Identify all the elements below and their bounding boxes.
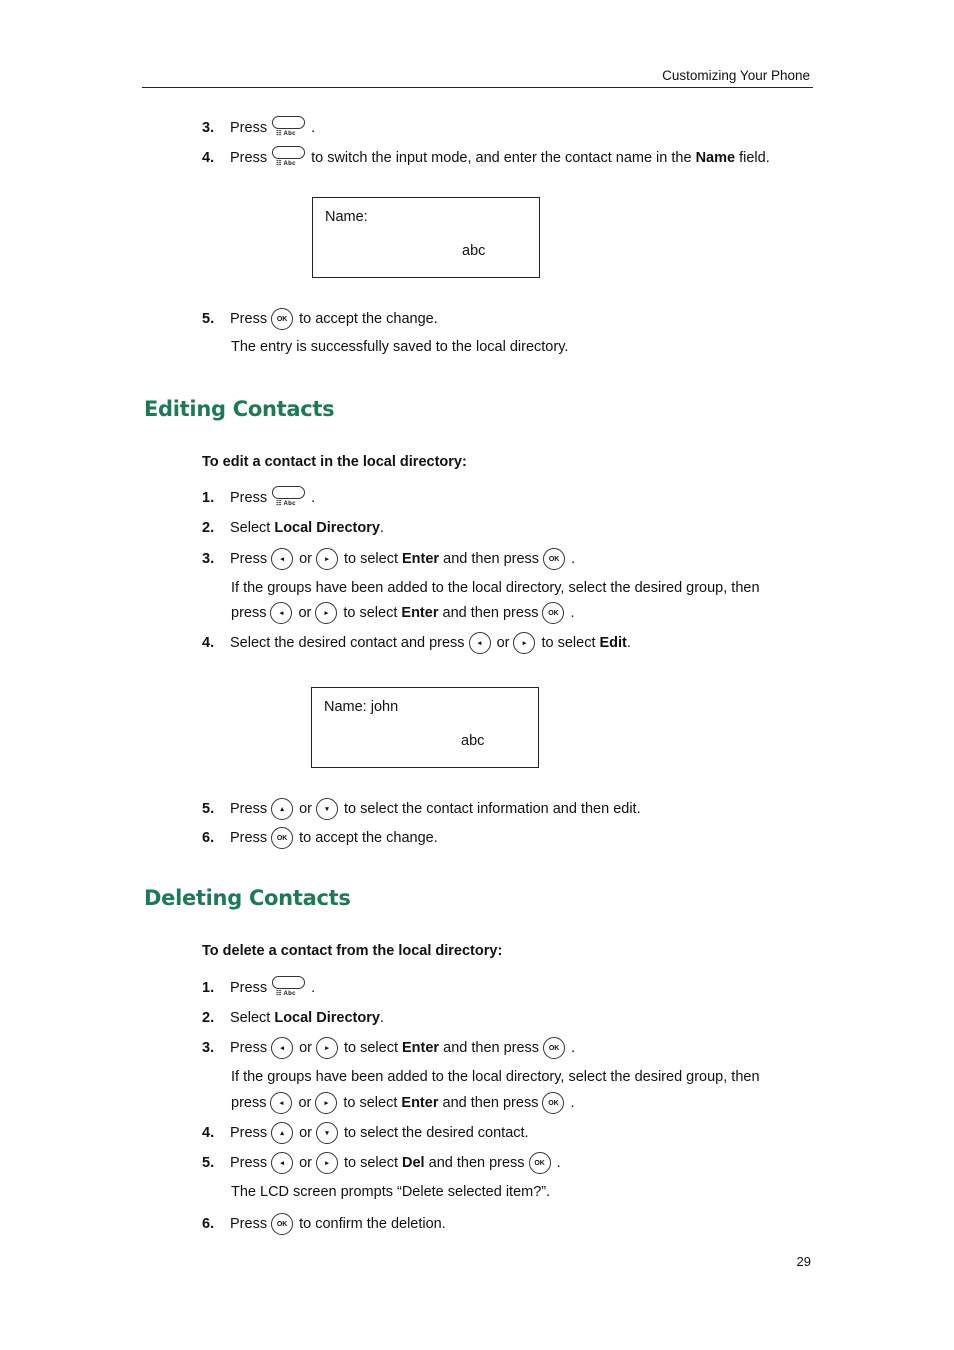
delete-step-3	[202, 1036, 575, 1060]
edit-step-4	[202, 631, 631, 655]
or-text: or	[299, 801, 312, 817]
name-field-label: Name	[695, 150, 736, 166]
delete-step-2	[202, 1006, 384, 1030]
step-4	[202, 146, 770, 170]
step-number: 3.	[202, 551, 215, 567]
step-number: 6.	[202, 1216, 215, 1232]
step-text: to select	[343, 605, 398, 621]
period: .	[571, 551, 576, 567]
step-number: 4.	[202, 150, 215, 166]
step-number: 1.	[202, 980, 215, 996]
period: .	[556, 1155, 561, 1171]
step-number: 1.	[202, 490, 215, 506]
delete-note-line-2	[231, 1091, 574, 1115]
step-text: to select the contact information and then edit.	[343, 801, 641, 817]
delete-step-1	[202, 976, 315, 1000]
softkey-enter-label: Enter	[401, 605, 439, 621]
press-text: Press	[230, 311, 268, 327]
section-title-deleting: Deleting Contacts	[144, 886, 351, 910]
or-text: or	[299, 1040, 312, 1056]
ok-key-icon: OK	[542, 1092, 564, 1114]
select-text: Select	[230, 1010, 271, 1026]
step-text-b: to select	[541, 635, 596, 651]
right-key-icon: ▸	[315, 602, 337, 624]
step-text: Select the desired contact and press	[230, 635, 465, 651]
period: .	[379, 1010, 384, 1026]
press-text: Press	[230, 980, 268, 996]
press-text: Press	[230, 120, 268, 136]
press-text: Press	[230, 1125, 268, 1141]
step-text: to accept the change.	[299, 311, 438, 327]
left-key-icon: ◂	[271, 1037, 293, 1059]
ok-key-icon: OK	[271, 827, 293, 849]
running-header: Customizing Your Phone	[662, 68, 810, 83]
directory-softkey-icon: ☷ Abc	[271, 486, 305, 510]
delete-note-line-1: If the groups have been added to the local directory, select the desired group, then	[231, 1069, 760, 1085]
edit-note-line-2	[231, 601, 574, 625]
edit-step-5	[202, 797, 641, 821]
press-text: press	[231, 605, 267, 621]
ok-key-icon: OK	[543, 548, 565, 570]
press-text: Press	[230, 490, 268, 506]
or-text: or	[298, 1095, 312, 1111]
step-5	[202, 307, 438, 331]
lcd-screen-edit	[311, 687, 539, 768]
left-key-icon: ◂	[469, 632, 491, 654]
input-mode-softkey-icon: ☷ Abc	[271, 146, 305, 170]
ok-key-icon: OK	[271, 1213, 293, 1235]
step-number: 2.	[202, 1010, 215, 1026]
menu-local-directory: Local Directory	[274, 520, 380, 536]
press-text: Press	[230, 801, 268, 817]
step-number: 3.	[202, 1040, 215, 1056]
step-number: 5.	[202, 311, 215, 327]
select-text: Select	[230, 520, 271, 536]
page-number: 29	[796, 1254, 811, 1269]
menu-local-directory: Local Directory	[274, 1010, 380, 1026]
step-number: 5.	[202, 1155, 215, 1171]
step-3	[202, 116, 315, 140]
up-key-icon: ▴	[271, 798, 293, 820]
left-key-icon: ◂	[271, 1152, 293, 1174]
period: .	[311, 980, 316, 996]
step-text-b: and then press	[442, 1095, 539, 1111]
press-text: Press	[230, 1040, 268, 1056]
or-text: or	[496, 635, 510, 651]
edit-step-1	[202, 486, 315, 510]
step-text-b: and then press	[443, 1040, 540, 1056]
directory-softkey-icon: ☷ Abc	[271, 116, 305, 140]
right-key-icon: ▸	[316, 548, 338, 570]
press-text: Press	[230, 1155, 268, 1171]
step-number: 4.	[202, 1125, 215, 1141]
press-text: Press	[230, 830, 268, 846]
down-key-icon: ▾	[316, 1122, 338, 1144]
softkey-enter-label: Enter	[402, 551, 440, 567]
step-text: to accept the change.	[299, 830, 438, 846]
step-text: to confirm the deletion.	[299, 1216, 446, 1232]
ok-key-icon: OK	[543, 1037, 565, 1059]
softkey-enter-label: Enter	[401, 1095, 439, 1111]
press-text: Press	[230, 551, 268, 567]
step-number: 2.	[202, 520, 215, 536]
step-text: to select	[343, 551, 398, 567]
lcd-input-mode: abc	[461, 733, 485, 749]
left-key-icon: ◂	[270, 1092, 292, 1114]
period: .	[571, 1040, 576, 1056]
or-text: or	[298, 605, 312, 621]
header-rule	[142, 87, 813, 88]
period: .	[379, 520, 384, 536]
ok-key-icon: OK	[542, 602, 564, 624]
step-number: 4.	[202, 635, 215, 651]
softkey-edit-label: Edit	[599, 635, 627, 651]
step-number: 3.	[202, 120, 215, 136]
step-number: 6.	[202, 830, 215, 846]
step-text-b: and then press	[442, 605, 539, 621]
delete-step-5-note: The LCD screen prompts “Delete selected item?”.	[231, 1184, 551, 1200]
edit-note-line-1: If the groups have been added to the local directory, select the desired group, then	[231, 580, 760, 596]
period: .	[311, 490, 316, 506]
step-text-b: and then press	[443, 551, 540, 567]
softkey-del-label: Del	[402, 1155, 425, 1171]
period: .	[311, 120, 316, 136]
press-text: Press	[230, 150, 268, 166]
lcd-line-1: Name: john	[324, 699, 399, 715]
step-text: to select	[343, 1040, 398, 1056]
right-key-icon: ▸	[316, 1037, 338, 1059]
softkey-enter-label: Enter	[402, 1040, 440, 1056]
step-text: to switch the input mode, and enter the contact name in the	[311, 150, 692, 166]
down-key-icon: ▾	[316, 798, 338, 820]
step-text-end: field.	[739, 150, 770, 166]
press-text: press	[231, 1095, 267, 1111]
ok-key-icon: OK	[529, 1152, 551, 1174]
step-text: to select	[343, 1095, 398, 1111]
directory-softkey-icon: ☷ Abc	[271, 976, 305, 1000]
lcd-line-1: Name:	[325, 209, 368, 225]
right-key-icon: ▸	[316, 1152, 338, 1174]
right-key-icon: ▸	[315, 1092, 337, 1114]
or-text: or	[299, 1125, 312, 1141]
left-key-icon: ◂	[271, 548, 293, 570]
step-text: to select the desired contact.	[343, 1125, 529, 1141]
edit-step-3	[202, 547, 575, 571]
lcd-input-mode: abc	[462, 243, 486, 259]
period: .	[626, 635, 631, 651]
procedure-title-edit: To edit a contact in the local directory:	[202, 454, 467, 470]
ok-key-icon: OK	[271, 308, 293, 330]
delete-step-4	[202, 1121, 529, 1145]
delete-step-6	[202, 1212, 446, 1236]
left-key-icon: ◂	[270, 602, 292, 624]
procedure-title-delete: To delete a contact from the local directory:	[202, 943, 503, 959]
period: .	[570, 605, 575, 621]
step-5-note: The entry is successfully saved to the local directory.	[231, 339, 569, 355]
period: .	[570, 1095, 575, 1111]
step-text-b: and then press	[428, 1155, 525, 1171]
press-text: Press	[230, 1216, 268, 1232]
or-text: or	[299, 1155, 312, 1171]
up-key-icon: ▴	[271, 1122, 293, 1144]
step-text: to select	[343, 1155, 398, 1171]
section-title-editing: Editing Contacts	[144, 397, 335, 421]
right-key-icon: ▸	[513, 632, 535, 654]
step-number: 5.	[202, 801, 215, 817]
delete-step-5	[202, 1151, 561, 1175]
lcd-screen-name	[312, 197, 540, 278]
or-text: or	[299, 551, 312, 567]
edit-step-2	[202, 516, 384, 540]
edit-step-6	[202, 826, 438, 850]
